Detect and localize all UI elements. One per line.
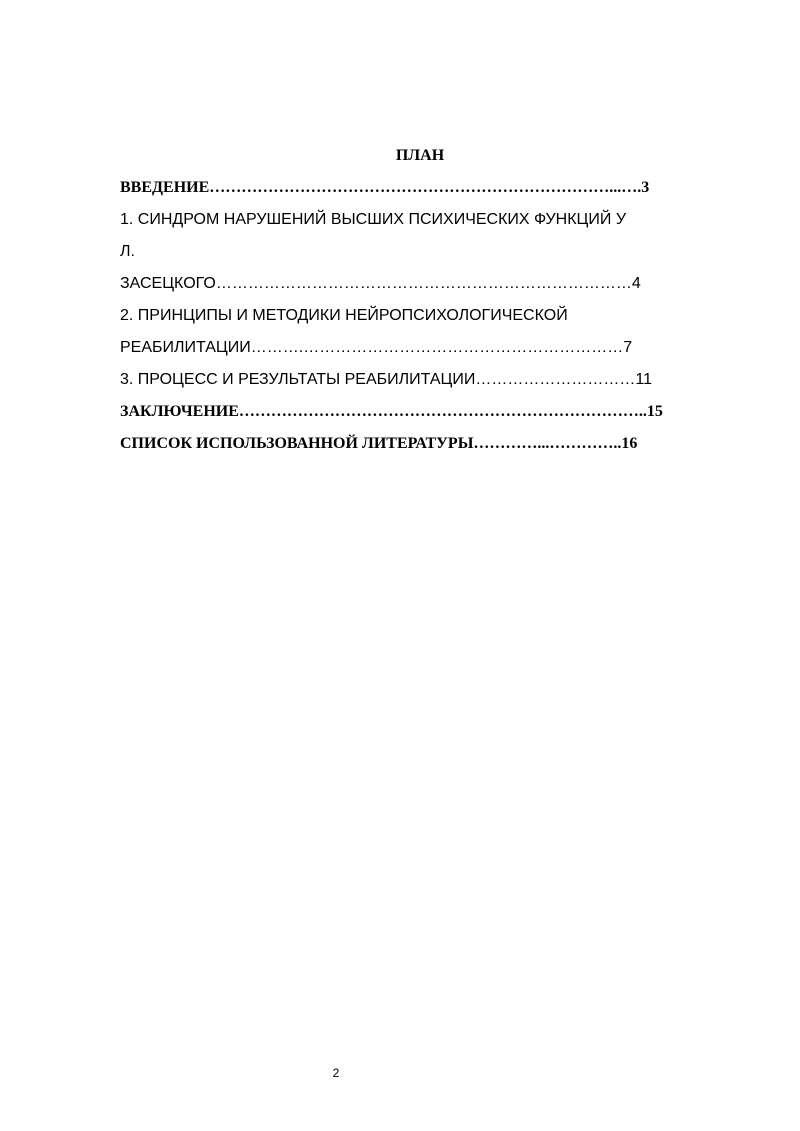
toc-entry-conclusion: ЗАКЛЮЧЕНИЕ…………………………………………………………………..15 xyxy=(120,403,663,420)
table-of-contents xyxy=(120,140,740,460)
toc-entry-chapter-2-line-1: 2. ПРИНЦИПЫ И МЕТОДИКИ НЕЙРОПСИХОЛОГИЧЕСКОЙ xyxy=(120,307,568,324)
toc-entry-chapter-1-line-3: ЗАСЕЦКОГО……………………………………………………………………4 xyxy=(120,275,641,292)
page-number: 2 xyxy=(332,1066,340,1080)
toc-entry-chapter-2-line-2: РЕАБИЛИТАЦИИ……….……………………………………………………7 xyxy=(120,339,633,356)
toc-entry-references: СПИСОК ИСПОЛЬЗОВАННОЙ ЛИТЕРАТУРЫ…………...…………..16 xyxy=(120,435,638,452)
toc-entry-introduction: ВВЕДЕНИЕ…………………………………………………………………...….3 xyxy=(120,179,650,196)
toc-entry-chapter-1-line-1: 1. СИНДРОМ НАРУШЕНИЙ ВЫСШИХ ПСИХИЧЕСКИХ ФУНКЦИЙ У xyxy=(120,211,626,228)
toc-entry-chapter-1-line-2: Л. xyxy=(120,243,135,260)
toc-title: ПЛАН xyxy=(395,147,445,164)
toc-entry-chapter-3: 3. ПРОЦЕСС И РЕЗУЛЬТАТЫ РЕАБИЛИТАЦИИ…………………………11 xyxy=(120,371,652,388)
